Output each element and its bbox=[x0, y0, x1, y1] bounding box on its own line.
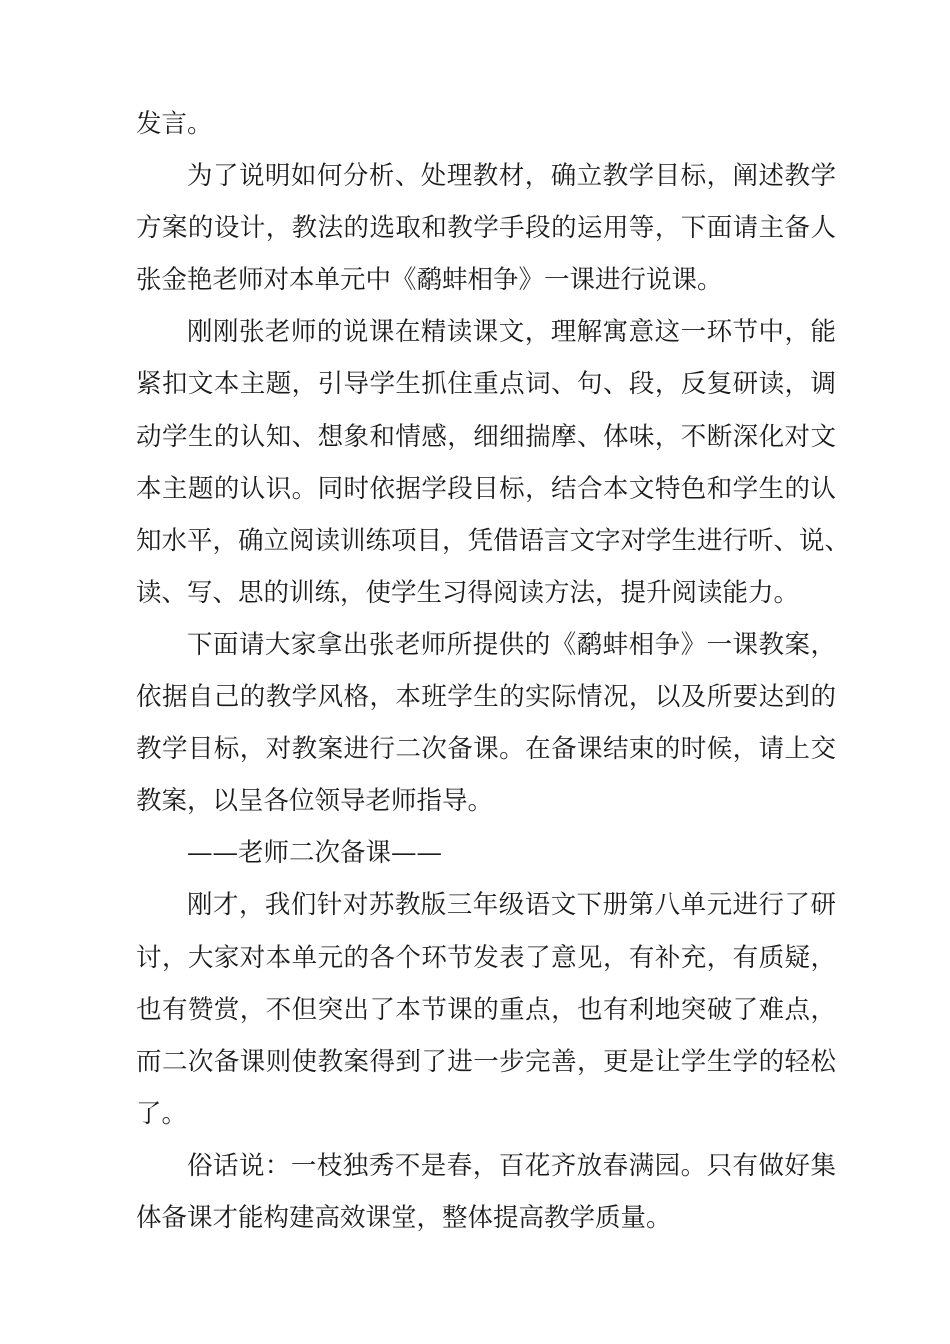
text-line: 读、写、思的训练，使学生习得阅读方法，提升阅读能力。 bbox=[136, 577, 800, 608]
paragraph-p2 bbox=[136, 306, 851, 619]
text-line: 张金艳老师对本单元中《鹬蚌相争》一课进行说课。 bbox=[136, 265, 723, 296]
text-line: 动学生的认知、想象和情感，细细揣摩、体味，不断深化对文 bbox=[136, 421, 836, 452]
text-line: 下面请大家拿出张老师所提供的《鹬蚌相争》一课教案， bbox=[187, 629, 836, 660]
text-line: 而二次备课则使教案得到了进一步完善，更是让学生学的轻松 bbox=[136, 1046, 836, 1077]
paragraph-p3 bbox=[136, 619, 836, 827]
paragraph-p0 bbox=[136, 98, 836, 150]
document-body bbox=[136, 98, 851, 1244]
text-line: 刚刚张老师的说课在精读课文，理解寓意这一环节中，能 bbox=[187, 317, 836, 348]
paragraph-p4 bbox=[136, 827, 836, 879]
paragraph-p6 bbox=[136, 1140, 836, 1244]
text-line: ——老师二次备课—— bbox=[187, 838, 443, 869]
text-line: 知水平，确立阅读训练项目，凭借语言文字对学生进行听、说、 bbox=[136, 525, 851, 556]
text-line: 体备课才能构建高效课堂，整体提高教学质量。 bbox=[136, 1202, 672, 1233]
text-line: 俗话说：一枝独秀不是春，百花齐放春满园。只有做好集 bbox=[187, 1150, 836, 1181]
text-line: 了。 bbox=[136, 1098, 188, 1129]
paragraph-p1 bbox=[136, 150, 836, 306]
text-line: 刚才，我们针对苏教版三年级语文下册第八单元进行了研 bbox=[187, 890, 836, 921]
text-line: 发言。 bbox=[136, 109, 213, 139]
text-line: 本主题的认识。同时依据学段目标，结合本文特色和学生的认 bbox=[136, 473, 836, 504]
text-line: 讨，大家对本单元的各个环节发表了意见，有补充，有质疑， bbox=[136, 942, 836, 973]
text-line: 也有赞赏，不但突出了本节课的重点，也有利地突破了难点， bbox=[136, 994, 836, 1025]
text-line: 为了说明如何分析、处理教材，确立教学目标，阐述教学 bbox=[187, 161, 836, 192]
text-line: 教案，以呈各位领导老师指导。 bbox=[136, 786, 494, 817]
text-line: 教学目标，对教案进行二次备课。在备课结束的时候，请上交 bbox=[136, 734, 836, 765]
text-line: 紧扣文本主题，引导学生抓住重点词、句、段，反复研读，调 bbox=[136, 369, 836, 400]
paragraph-p5 bbox=[136, 879, 836, 1139]
text-line: 依据自己的教学风格，本班学生的实际情况，以及所要达到的 bbox=[136, 682, 836, 713]
text-line: 方案的设计，教法的选取和教学手段的运用等，下面请主备人 bbox=[136, 213, 836, 244]
